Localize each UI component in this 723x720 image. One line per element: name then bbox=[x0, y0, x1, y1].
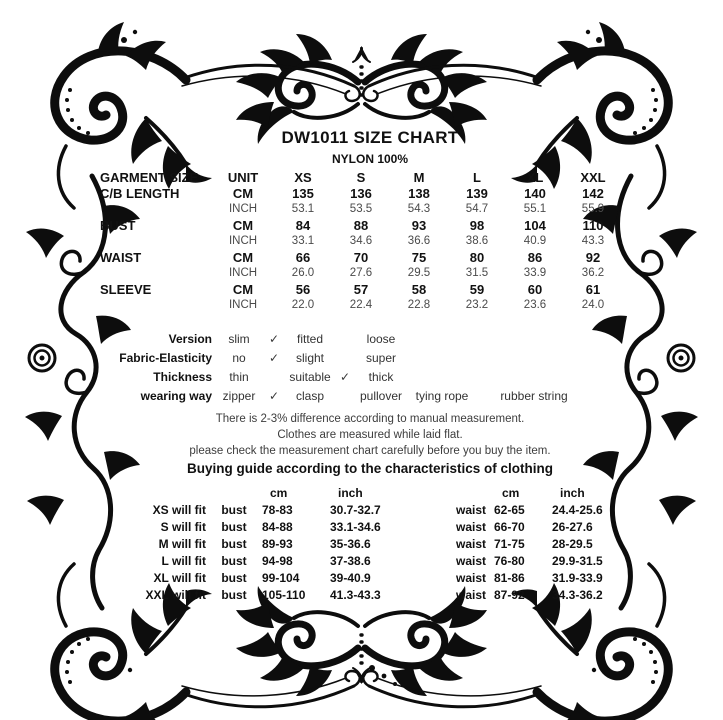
size-value-cell: 136 bbox=[350, 185, 372, 201]
size-value-cell: 84 bbox=[295, 217, 311, 233]
guide-size-label: XXL will fit bbox=[145, 587, 206, 602]
guide-size-label: XS will fit bbox=[152, 502, 206, 517]
measurement-label bbox=[100, 233, 212, 249]
size-value-cell: 40.9 bbox=[523, 235, 547, 247]
guide-part-label: waist bbox=[455, 536, 486, 551]
guide-inch-value: 41.3-43.3 bbox=[330, 587, 381, 602]
buying-guide-waist-table bbox=[448, 484, 644, 603]
size-value-cell: 104 bbox=[524, 217, 546, 233]
guide-inch-value: 34.3-36.2 bbox=[552, 587, 603, 602]
guide-inch-value: 33.1-34.6 bbox=[330, 519, 381, 534]
size-table-header-cell: XL bbox=[526, 169, 544, 185]
size-value-cell: 36.6 bbox=[407, 235, 431, 247]
attribute-option: no bbox=[232, 350, 246, 365]
guide-header-cm: cm bbox=[270, 485, 288, 500]
size-table-header-cell: S bbox=[356, 169, 366, 185]
size-value-cell: 53.1 bbox=[291, 203, 315, 215]
size-table-row bbox=[100, 217, 622, 233]
measurement-label bbox=[100, 201, 212, 217]
guide-inch-value: 24.4-25.6 bbox=[552, 502, 603, 517]
guide-row bbox=[448, 552, 644, 569]
size-table-row bbox=[100, 233, 622, 249]
guide-row bbox=[118, 535, 422, 552]
note-line: Clothes are measured while laid flat. bbox=[277, 429, 463, 441]
size-value-cell: 139 bbox=[466, 185, 488, 201]
attribute-option: pullover bbox=[359, 388, 403, 403]
size-value-cell: 22.8 bbox=[407, 299, 431, 311]
guide-cm-value: 62-65 bbox=[494, 502, 525, 517]
attribute-row bbox=[100, 386, 594, 405]
size-table-header-cell: XXL bbox=[580, 169, 606, 185]
guide-size-label: S will fit bbox=[160, 519, 206, 534]
size-value-cell: 70 bbox=[353, 249, 369, 265]
size-table-header-cell: M bbox=[413, 169, 425, 185]
attribute-option: tying rope bbox=[415, 388, 469, 403]
guide-cm-value: 78-83 bbox=[262, 502, 293, 517]
size-table-header-cell: XS bbox=[294, 169, 312, 185]
size-value-cell: 24.0 bbox=[581, 299, 605, 311]
size-value-cell: 92 bbox=[585, 249, 601, 265]
guide-row bbox=[448, 569, 644, 586]
unit-cell: CM bbox=[232, 281, 254, 297]
size-value-cell: 110 bbox=[582, 217, 604, 233]
size-value-cell: 38.6 bbox=[465, 235, 489, 247]
size-value-cell: 27.6 bbox=[349, 267, 373, 279]
guide-size-label: L will fit bbox=[161, 553, 206, 568]
check-icon: ✓ bbox=[268, 331, 280, 346]
guide-part-label: bust bbox=[221, 536, 247, 551]
size-value-cell: 66 bbox=[295, 249, 311, 265]
guide-header-cell bbox=[206, 484, 262, 501]
size-value-cell: 55.9 bbox=[581, 203, 605, 215]
size-value-cell: 58 bbox=[411, 281, 427, 297]
size-value-cell: 61 bbox=[585, 281, 601, 297]
guide-inch-value: 31.9-33.9 bbox=[552, 570, 603, 585]
guide-inch-value: 37-38.6 bbox=[330, 553, 371, 568]
size-value-cell: 22.0 bbox=[291, 299, 315, 311]
fabric-subtitle: NYLON 100% bbox=[331, 152, 409, 166]
attribute-option: thin bbox=[229, 369, 249, 384]
measurement-label: C/B LENGTH bbox=[100, 185, 180, 201]
size-table-header-cell: L bbox=[473, 169, 481, 185]
guide-header-inch: inch bbox=[560, 485, 585, 500]
measurement-notes bbox=[0, 413, 723, 461]
size-table-row bbox=[100, 201, 622, 217]
size-value-cell: 53.5 bbox=[349, 203, 373, 215]
guide-part-label: bust bbox=[221, 587, 247, 602]
attribute-label: wearing way bbox=[140, 388, 212, 403]
guide-part-label: waist bbox=[455, 553, 486, 568]
attribute-row bbox=[100, 329, 594, 348]
guide-part-label: waist bbox=[455, 502, 486, 517]
guide-cm-value: 71-75 bbox=[494, 536, 525, 551]
size-value-cell: 56 bbox=[295, 281, 311, 297]
size-value-cell: 55.1 bbox=[523, 203, 547, 215]
guide-cm-value: 94-98 bbox=[262, 553, 293, 568]
size-value-cell: 57 bbox=[353, 281, 369, 297]
size-table-row bbox=[100, 297, 622, 313]
guide-header-cell bbox=[118, 484, 206, 501]
attribute-option: thick bbox=[368, 369, 394, 384]
guide-part-label: bust bbox=[221, 519, 247, 534]
guide-part-label: bust bbox=[221, 553, 247, 568]
size-value-cell: 88 bbox=[353, 217, 369, 233]
guide-row bbox=[118, 552, 422, 569]
size-value-cell: 29.5 bbox=[407, 267, 431, 279]
guide-header-cm: cm bbox=[502, 485, 520, 500]
page-title: DW1011 SIZE CHART bbox=[281, 128, 459, 147]
attribute-row bbox=[100, 367, 594, 386]
size-table-header-row bbox=[100, 169, 622, 185]
attribute-option: slim bbox=[228, 331, 250, 346]
attribute-option: zipper bbox=[222, 388, 256, 403]
size-value-cell: 80 bbox=[469, 249, 485, 265]
size-value-cell: 140 bbox=[524, 185, 546, 201]
guide-size-label: XL will fit bbox=[153, 570, 206, 585]
measurement-label: SLEEVE bbox=[100, 281, 152, 297]
size-table-row bbox=[100, 265, 622, 281]
size-value-cell: 54.7 bbox=[465, 203, 489, 215]
measurement-label: BUST bbox=[100, 217, 136, 233]
size-table-row bbox=[100, 281, 622, 297]
measurement-label: WAIST bbox=[100, 249, 142, 265]
size-value-cell: 142 bbox=[582, 185, 604, 201]
size-value-cell: 22.4 bbox=[349, 299, 373, 311]
size-value-cell: 26.0 bbox=[291, 267, 315, 279]
guide-row bbox=[448, 501, 644, 518]
guide-row bbox=[118, 586, 422, 603]
guide-cm-value: 84-88 bbox=[262, 519, 293, 534]
guide-cm-value: 81-86 bbox=[494, 570, 525, 585]
size-value-cell: 36.2 bbox=[581, 267, 605, 279]
guide-part-label: bust bbox=[221, 502, 247, 517]
attribute-option: suitable bbox=[289, 369, 331, 384]
unit-cell: CM bbox=[232, 249, 254, 265]
attribute-option: fitted bbox=[296, 331, 323, 346]
check-icon: ✓ bbox=[339, 369, 351, 384]
check-icon: ✓ bbox=[268, 350, 280, 365]
size-table-row bbox=[100, 185, 622, 201]
guide-cm-value: 87-92 bbox=[494, 587, 525, 602]
guide-part-label: bust bbox=[221, 570, 247, 585]
guide-part-label: waist bbox=[455, 587, 486, 602]
guide-inch-value: 26-27.6 bbox=[552, 519, 593, 534]
attribute-row bbox=[100, 348, 594, 367]
guide-cm-value: 76-80 bbox=[494, 553, 525, 568]
guide-row bbox=[118, 518, 422, 535]
size-value-cell: 43.3 bbox=[581, 235, 605, 247]
guide-row bbox=[118, 569, 422, 586]
size-table-header-cell: GARMENT SIZE bbox=[100, 169, 199, 185]
guide-header-row bbox=[448, 484, 644, 501]
attribute-option: clasp bbox=[295, 388, 324, 403]
guide-cm-value: 89-93 bbox=[262, 536, 293, 551]
size-value-cell: 54.3 bbox=[407, 203, 431, 215]
attribute-label: Thickness bbox=[153, 369, 212, 384]
note-line: please check the measurement chart carefully before you buy the item. bbox=[189, 445, 551, 457]
garment-attributes bbox=[100, 329, 594, 405]
size-value-cell: 59 bbox=[469, 281, 485, 297]
guide-inch-value: 30.7-32.7 bbox=[330, 502, 381, 517]
guide-cm-value: 99-104 bbox=[262, 570, 300, 585]
size-table-row bbox=[100, 249, 622, 265]
attribute-option: super bbox=[365, 350, 397, 365]
unit-cell: INCH bbox=[228, 267, 258, 279]
check-icon: ✓ bbox=[268, 388, 280, 403]
unit-cell: INCH bbox=[228, 235, 258, 247]
size-value-cell: 98 bbox=[469, 217, 485, 233]
attribute-option: rubber string bbox=[500, 388, 568, 403]
attribute-option: slight bbox=[295, 350, 324, 365]
guide-size-label: M will fit bbox=[158, 536, 206, 551]
guide-inch-value: 29.9-31.5 bbox=[552, 553, 603, 568]
guide-inch-value: 28-29.5 bbox=[552, 536, 593, 551]
note-line: There is 2-3% difference according to manual measurement. bbox=[215, 413, 525, 425]
measurement-label bbox=[100, 265, 212, 281]
size-value-cell: 60 bbox=[527, 281, 543, 297]
unit-cell: CM bbox=[232, 217, 254, 233]
size-value-cell: 138 bbox=[408, 185, 430, 201]
guide-inch-value: 35-36.6 bbox=[330, 536, 371, 551]
size-value-cell: 75 bbox=[411, 249, 427, 265]
guide-cm-value: 105-110 bbox=[262, 587, 306, 602]
guide-row bbox=[448, 535, 644, 552]
guide-part-label: waist bbox=[455, 519, 486, 534]
guide-row bbox=[448, 518, 644, 535]
guide-header-cell bbox=[448, 484, 494, 501]
size-value-cell: 33.1 bbox=[291, 235, 315, 247]
size-table-header-cell: UNIT bbox=[227, 169, 259, 185]
attribute-option: loose bbox=[366, 331, 396, 346]
size-table bbox=[100, 169, 622, 313]
size-value-cell: 23.6 bbox=[523, 299, 547, 311]
guide-cm-value: 66-70 bbox=[494, 519, 525, 534]
guide-part-label: waist bbox=[455, 570, 486, 585]
guide-header-row bbox=[118, 484, 422, 501]
size-value-cell: 33.9 bbox=[523, 267, 547, 279]
guide-row bbox=[448, 586, 644, 603]
size-value-cell: 135 bbox=[292, 185, 314, 201]
unit-cell: INCH bbox=[228, 299, 258, 311]
guide-row bbox=[118, 501, 422, 518]
unit-cell: CM bbox=[232, 185, 254, 201]
guide-header-inch: inch bbox=[338, 485, 363, 500]
size-value-cell: 86 bbox=[527, 249, 543, 265]
size-value-cell: 34.6 bbox=[349, 235, 373, 247]
size-value-cell: 93 bbox=[411, 217, 427, 233]
size-value-cell: 23.2 bbox=[465, 299, 489, 311]
guide-inch-value: 39-40.9 bbox=[330, 570, 371, 585]
buying-guide-heading: Buying guide according to the characteristics of clothing bbox=[186, 461, 554, 476]
buying-guide-bust-table bbox=[118, 484, 422, 603]
size-value-cell: 31.5 bbox=[465, 267, 489, 279]
measurement-label bbox=[100, 297, 212, 313]
attribute-label: Fabric-Elasticity bbox=[119, 350, 212, 365]
attribute-label: Version bbox=[168, 331, 212, 346]
unit-cell: INCH bbox=[228, 203, 258, 215]
